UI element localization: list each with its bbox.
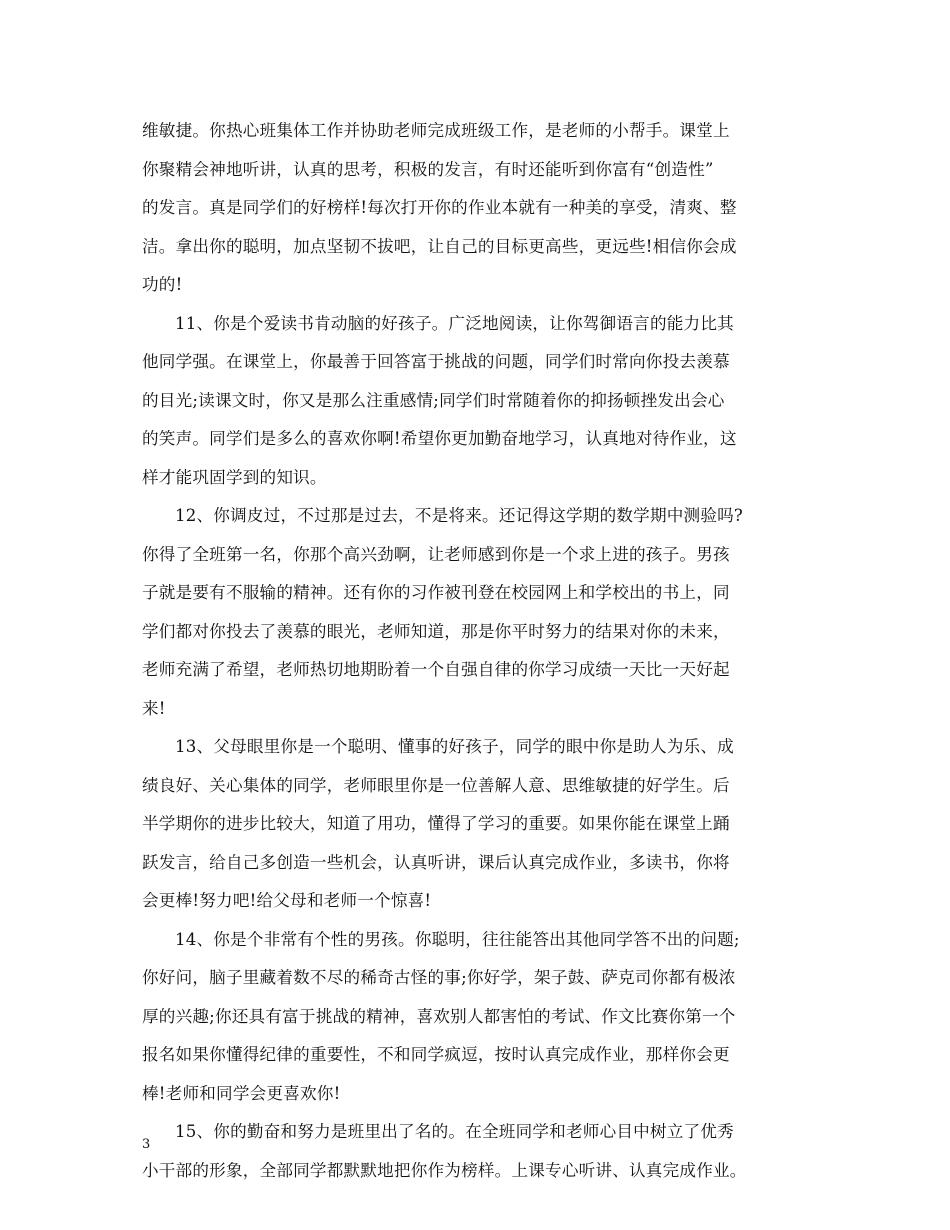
paragraph-first-line: 13、父母眼里你是一个聪明、懂事的好孩子，同学的眼中你是助人为乐、成 (175, 737, 734, 756)
text-line: 的笑声。同学们是多么的喜欢你啊!希望你更加勤奋地学习，认真地对待作业，这 (142, 429, 737, 448)
text-line: 跃发言，给自己多创造一些机会，认真听讲，课后认真完成作业，多读书，你将 (142, 852, 730, 872)
text-line: 半学期你的进步比较大，知道了用功，懂得了学习的重要。如果你能在课堂上踊 (142, 814, 730, 833)
paragraph-first-line: 15、你的勤奋和努力是班里出了名的。在全班同学和老师心目中树立了优秀 (175, 1122, 734, 1141)
text-line: 来! (142, 698, 166, 718)
text-line: 你聚精会神地听讲，认真的思考，积极的发言，有时还能听到你富有“创造性” (142, 159, 714, 179)
text-line: 洁。拿出你的聪明，加点坚韧不拔吧，让自己的目标更高些，更远些!相信你会成 (142, 236, 737, 256)
text-line: 维敏捷。你热心班集体工作并协助老师完成班级工作，是老师的小帮手。课堂上 (142, 121, 730, 140)
text-line: 子就是要有不服输的精神。还有你的习作被刊登在校园网上和学校出的书上，同 (142, 583, 730, 602)
text-line: 会更棒!努力吧!给父母和老师一个惊喜! (142, 891, 432, 910)
paragraph-first-line: 11、你是个爱读书肯动脑的好孩子。广泛地阅读，让你驾御语言的能力比其 (175, 313, 734, 333)
text-line: 的目光;读课文时，你又是那么注重感情;同学们时常随着你的抑扬顿挫发出会心 (142, 390, 725, 410)
text-line: 样才能巩固学到的知识。 (142, 467, 327, 487)
text-line: 功的! (142, 275, 183, 294)
paragraph-first-line: 12、你调皮过，不过那是过去，不是将来。还记得这学期的数学期中测验吗? (175, 506, 744, 525)
document-body (142, 112, 812, 1190)
page-number: 3 (142, 1137, 151, 1152)
text-line: 他同学强。在课堂上，你最善于回答富于挑战的问题，同学们时常向你投去羡慕 (142, 352, 730, 371)
text-line: 你好问，脑子里藏着数不尽的稀奇古怪的事;你好学，架子鼓、萨克司你都有极浓 (142, 968, 736, 987)
text-line: 你得了全班第一名，你那个高兴劲啊，让老师感到你是一个求上进的孩子。男孩 (142, 544, 730, 564)
text-line: 报名如果你懂得纪律的重要性，不和同学疯逗，按时认真完成作业，那样你会更 (142, 1045, 730, 1064)
text-line: 棒!老师和同学会更喜欢你! (142, 1083, 341, 1103)
text-line: 绩良好、关心集体的同学，老师眼里你是一位善解人意、思维敏捷的好学生。后 (142, 775, 730, 795)
paragraph-first-line: 14、你是个非常有个性的男孩。你聪明，往往能答出其他同学答不出的问题; (175, 929, 740, 949)
text-line: 老师充满了希望，老师热切地期盼着一个自强自律的你学习成绩一天比一天好起 (142, 660, 730, 679)
text-line: 的发言。真是同学们的好榜样!每次打开你的作业本就有一种美的享受，清爽、整 (142, 198, 737, 217)
text-line: 小干部的形象，全部同学都默默地把你作为榜样。上课专心听讲、认真完成作业。 (142, 1160, 747, 1180)
text-line: 厚的兴趣;你还具有富于挑战的精神，喜欢别人都害怕的考试、作文比赛你第一个 (142, 1006, 736, 1026)
text-line: 学们都对你投去了羡慕的眼光，老师知道，那是你平时努力的结果对你的未来， (142, 621, 730, 641)
